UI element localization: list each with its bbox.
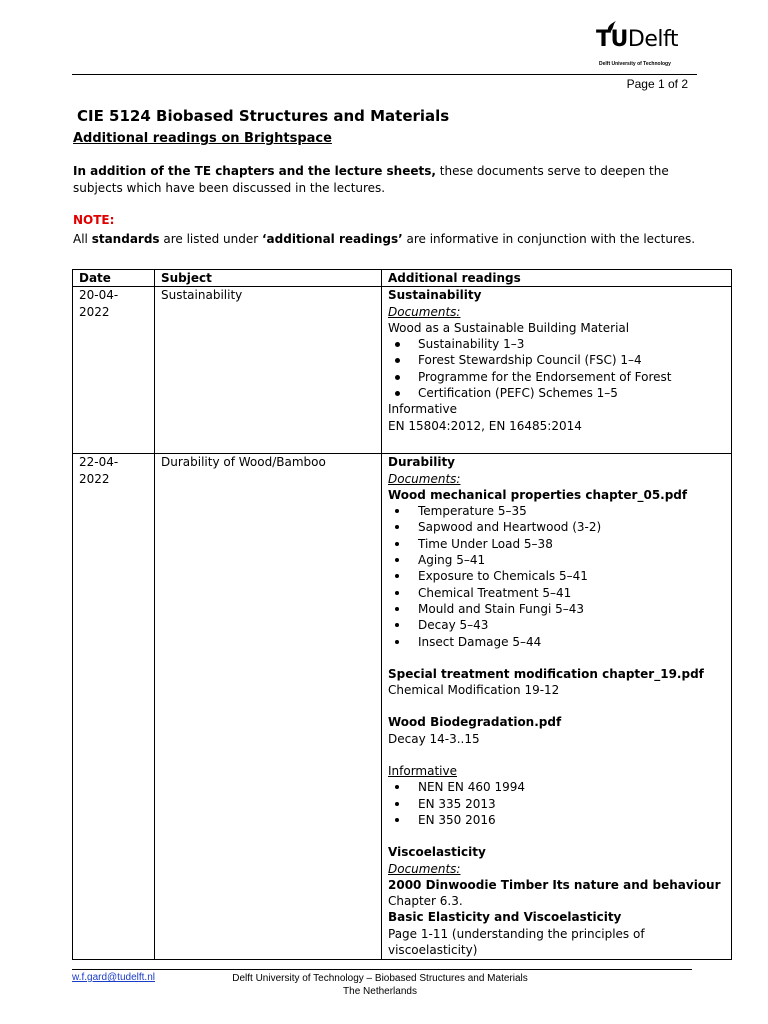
list-item: Forest Stewardship Council (FSC) 1–4: [412, 352, 725, 368]
informative-label: Informative: [388, 402, 457, 417]
header-subject: Subject: [155, 270, 382, 287]
footer-divider: [72, 969, 692, 970]
table-row: [73, 287, 732, 454]
row-readings: [382, 287, 732, 454]
document-title: Wood Biodegradation.pdf: [388, 715, 562, 730]
standards-text: EN 15804:2012, EN 16485:2014: [388, 418, 582, 433]
list-item: Certification (PEFC) Schemes 1–5: [412, 385, 725, 401]
document-title: Basic Elasticity and Viscoelasticity: [388, 910, 622, 925]
email-link[interactable]: w.f.gard@tudelft.nl: [72, 972, 155, 983]
document-text: Decay 14-3..15: [388, 731, 480, 746]
documents-label: Documents:: [388, 471, 461, 486]
note-label: NOTE:: [73, 213, 115, 227]
document-title: 2000 Dinwoodie Timber Its nature and behaviour: [388, 877, 721, 892]
document-title: Wood mechanical properties chapter_05.pdf: [388, 487, 688, 502]
page-number: Page 1 of 2: [626, 77, 688, 91]
section-heading: Viscoelasticity: [388, 845, 486, 860]
tudelft-logo: [596, 20, 696, 72]
table-header-row: [73, 270, 732, 287]
readings-table: [72, 269, 732, 960]
row-date: 22-04-2022: [73, 454, 155, 960]
logo-wordmark: TUDelft: [596, 27, 678, 52]
informative-label: Informative: [388, 764, 457, 779]
list-item: Exposure to Chemicals 5–41: [412, 568, 725, 584]
list-item: Insect Damage 5–44: [412, 634, 725, 650]
page-title: CIE 5124 Biobased Structures and Materials: [77, 107, 450, 125]
document-text: Chapter 6.3.: [388, 894, 463, 909]
documents-label: Documents:: [388, 861, 461, 876]
table-row: [73, 454, 732, 960]
footer-text: [160, 972, 600, 998]
document-title: Special treatment modification chapter_19.pdf: [388, 666, 704, 681]
list-item: Chemical Treatment 5–41: [412, 585, 725, 601]
document-text: Page 1-11 (understanding the principles of viscoelasticity): [388, 926, 645, 958]
intro-paragraph: In addition of the TE chapters and the lecture sheets, these documents serve to deepen the subjects which have been discussed in the lectures.: [73, 164, 669, 195]
row-date: 20-04-2022: [73, 287, 155, 454]
list-item: NEN EN 460 1994: [412, 779, 725, 795]
list-item: Time Under Load 5–38: [412, 536, 725, 552]
documents-label: Documents:: [388, 304, 461, 319]
standards-note: All standards are listed under ‘additional readings’ are informative in conjunction with the lectures.: [73, 232, 696, 246]
page-subtitle: Additional readings on Brightspace: [73, 131, 332, 146]
list-item: Aging 5–41: [412, 552, 725, 568]
bullet-list: [388, 779, 725, 828]
header-date: Date: [73, 270, 155, 287]
header-divider: [72, 74, 697, 75]
list-item: EN 350 2016: [412, 812, 725, 828]
section-heading: Sustainability: [388, 288, 482, 303]
logo-subtitle: Delft University of Technology: [599, 61, 671, 67]
footer-line-1: Delft University of Technology – Biobased Structures and Materials: [232, 973, 528, 984]
row-subject: Sustainability: [155, 287, 382, 454]
list-item: Sapwood and Heartwood (3-2): [412, 519, 725, 535]
list-item: EN 335 2013: [412, 796, 725, 812]
document-text: Chemical Modification 19-12: [388, 683, 560, 698]
bullet-list: [388, 503, 725, 650]
row-readings: [382, 454, 732, 960]
list-item: Sustainability 1–3: [412, 336, 725, 352]
document-title: Wood as a Sustainable Building Material: [388, 320, 630, 335]
list-item: Temperature 5–35: [412, 503, 725, 519]
list-item: Programme for the Endorsement of Forest: [412, 369, 725, 385]
section-heading: Durability: [388, 455, 456, 470]
list-item: Mould and Stain Fungi 5–43: [412, 601, 725, 617]
footer-line-2: The Netherlands: [343, 986, 417, 997]
list-item: Decay 5–43: [412, 617, 725, 633]
row-subject: Durability of Wood/Bamboo: [155, 454, 382, 960]
header-readings: Additional readings: [382, 270, 732, 287]
bullet-list: [388, 336, 725, 401]
